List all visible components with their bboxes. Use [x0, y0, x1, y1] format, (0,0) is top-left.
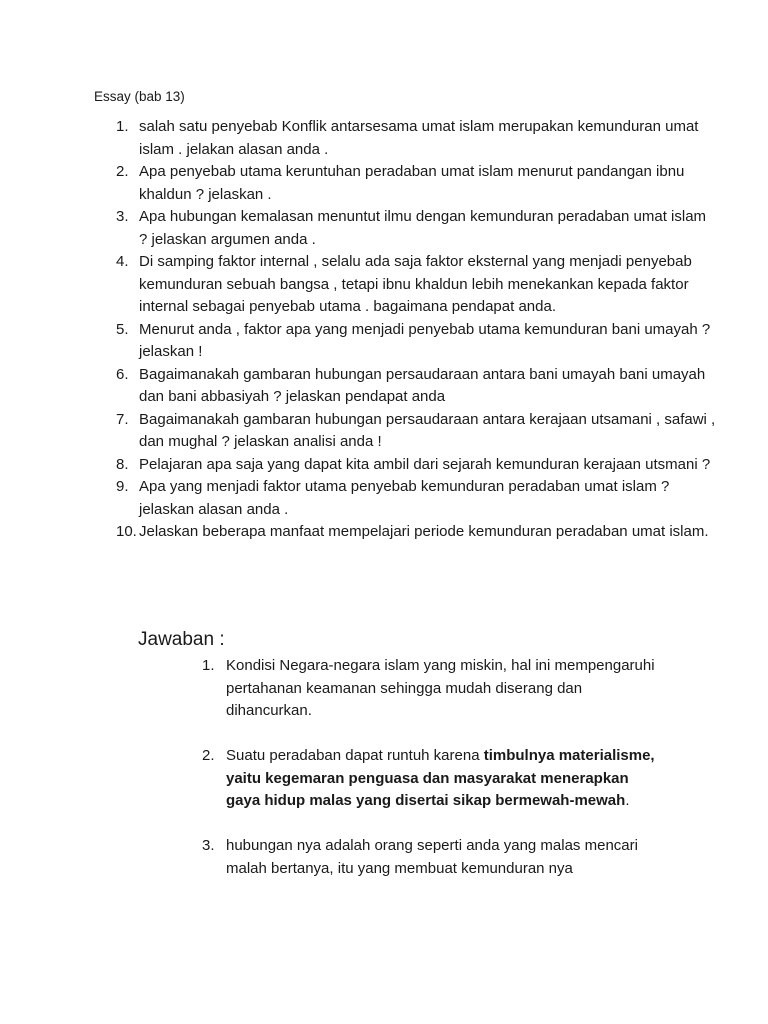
question-number: 9.: [116, 478, 129, 495]
answer-text-end: .: [625, 792, 630, 809]
question-number: 4.: [116, 253, 129, 270]
answer-number: 2.: [202, 747, 215, 764]
question-number: 10.: [116, 523, 137, 540]
question-number: 5.: [116, 320, 129, 338]
question-item: [116, 409, 716, 454]
answer-item: [202, 745, 662, 813]
question-item: [116, 319, 716, 364]
question-text: Menurut anda , faktor apa yang menjadi penyebab utama kemunduran bani umayah ? jelaskan !: [139, 320, 711, 360]
question-item: [116, 476, 716, 521]
question-item: [116, 116, 716, 161]
question-number: 2.: [116, 163, 129, 180]
answer-text: Kondisi Negara-negara islam yang miskin, hal ini mempengaruhi pertahanan keamanan sehingga mudah diserang dan dihancurkan.: [226, 657, 655, 719]
question-text: Bagaimanakah gambaran hubungan persaudaraan antara bani umayah bani umayah dan bani abbasiyah ? jelaskan pendapat anda: [139, 365, 706, 405]
question-text: Apa hubungan kemalasan menuntut ilmu dengan kemunduran peradaban umat islam ? jelaskan argumen anda .: [139, 208, 707, 248]
question-number: 1.: [116, 118, 129, 135]
question-text: Apa penyebab utama keruntuhan peradaban umat islam menurut pandangan ibnu khaldun ? jelaskan .: [139, 163, 685, 203]
question-list: [116, 116, 716, 544]
question-text: Apa yang menjadi faktor utama penyebab kemunduran peradaban umat islam ? jelaskan alasan anda .: [139, 478, 670, 518]
question-text: Pelajaran apa saja yang dapat kita ambil dari sejarah kemunduran kerajaan utsmani ?: [139, 455, 711, 473]
answer-text-bold: timbulnya materialisme, yaitu kegemaran penguasa dan masyarakat menerapkan gaya hidup malas yang disertai sikap bermewah-mewah: [226, 747, 655, 809]
answer-item: [202, 655, 662, 723]
question-item: [116, 206, 716, 251]
question-item: [116, 161, 716, 206]
answer-number: 1.: [202, 657, 215, 674]
question-text: Jelaskan beberapa manfaat mempelajari periode kemunduran peradaban umat islam.: [139, 523, 709, 540]
question-item: [116, 364, 716, 409]
answer-number: 3.: [202, 837, 215, 854]
question-number: 8.: [116, 455, 129, 473]
answer-text-plain: Suatu peradaban dapat runtuh karena: [226, 747, 484, 764]
question-item: [116, 454, 716, 477]
question-item: [116, 251, 716, 319]
answer-text: hubungan nya adalah orang seperti anda yang malas mencari malah bertanya, itu yang membuat kemunduran nya: [226, 837, 638, 877]
question-text: Di samping faktor internal , selalu ada saja faktor eksternal yang menjadi penyebab kemunduran sebuah bangsa , tetapi ibnu khaldun lebih menekankan kepada faktor internal sebagai penyebab utama . bagaimana pendapat anda.: [139, 253, 692, 315]
question-number: 7.: [116, 410, 129, 428]
question-number: 6.: [116, 365, 129, 383]
answers-title: Jawaban :: [138, 629, 225, 650]
answer-list: [202, 655, 662, 903]
question-text: Bagaimanakah gambaran hubungan persaudaraan antara kerajaan utsamani , safawi , dan mughal ? jelaskan analisi anda !: [139, 410, 716, 450]
answer-item: [202, 835, 662, 880]
question-item: [116, 521, 716, 544]
document-heading: Essay (bab 13): [94, 89, 185, 104]
question-text: salah satu penyebab Konflik antarsesama umat islam merupakan kemunduran umat islam . jelakan alasan anda .: [139, 118, 699, 158]
question-number: 3.: [116, 208, 129, 225]
